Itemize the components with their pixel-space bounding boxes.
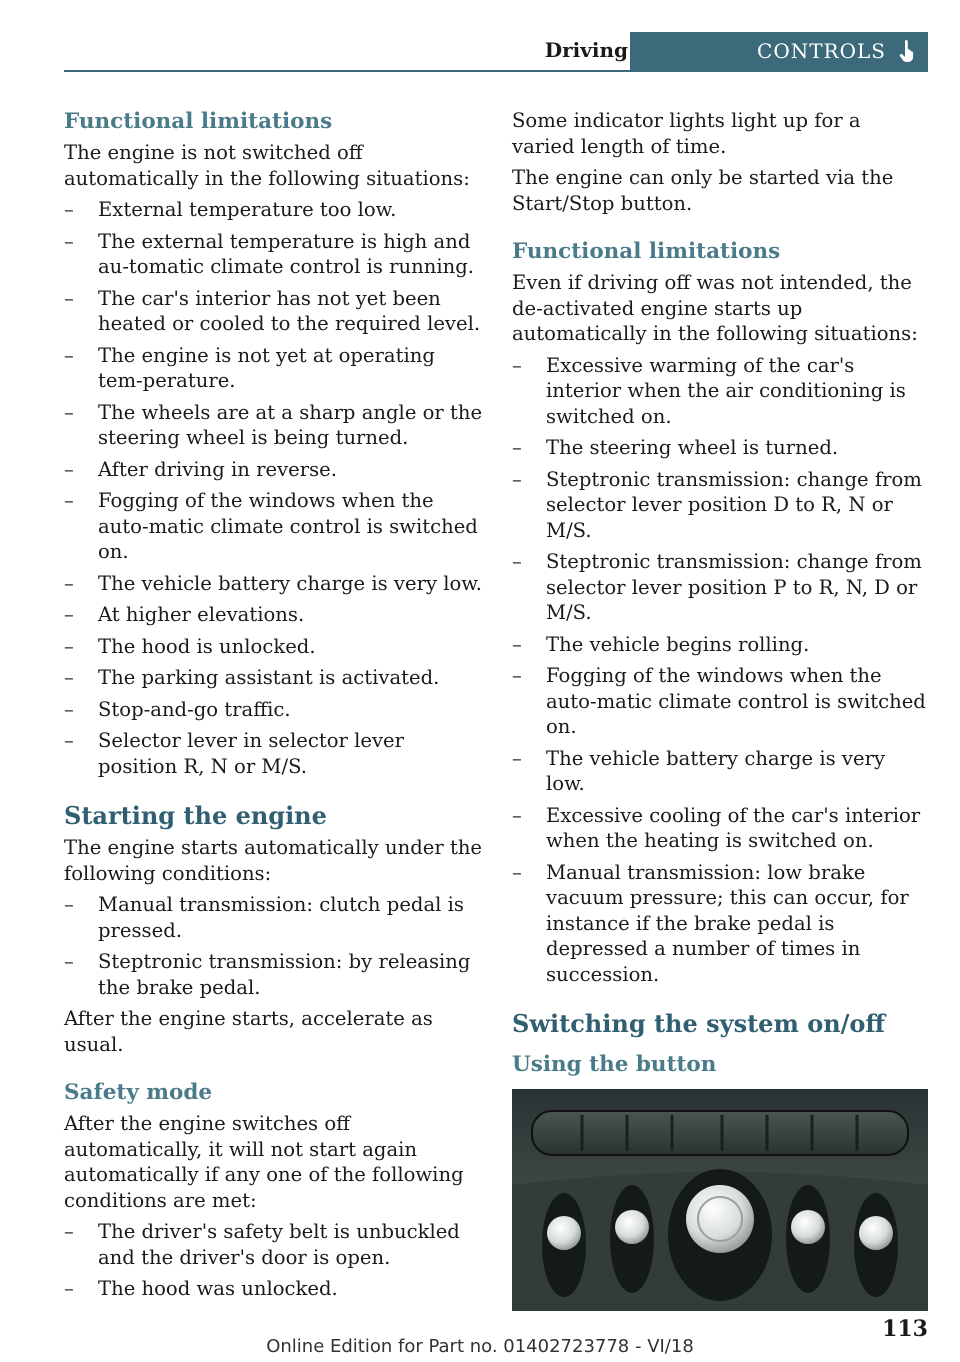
- list-item: – Stop-and-go traffic.: [64, 697, 484, 723]
- list-item: – The vehicle battery charge is very low.: [512, 746, 928, 797]
- list-item: – The wheels are at a sharp angle or the steering wheel is being turned.: [64, 400, 484, 451]
- list-item: – The vehicle battery charge is very low.: [64, 571, 484, 597]
- heading-functional-limitations-2: Functional limitations: [512, 239, 781, 264]
- header-section-title: Driving: [544, 38, 628, 62]
- list-item: – Selector lever in selector lever position R, N or M/S.: [64, 728, 484, 779]
- list-item: – The car's interior has not yet been heated or cooled to the required level.: [64, 286, 484, 337]
- page-number: 113: [882, 1316, 928, 1342]
- list-item: – The driver's safety belt is unbuckled and the driver's door is open.: [64, 1219, 484, 1270]
- heading-switching-system: Switching the system on/off: [512, 1009, 886, 1038]
- list-item: – After driving in reverse.: [64, 457, 484, 483]
- paragraph: The engine is not switched off automatically in the following situations:: [64, 141, 470, 190]
- list-item: – Excessive warming of the car's interior when the air conditioning is switched on.: [512, 353, 928, 430]
- heading-using-the-button: Using the button: [512, 1052, 717, 1077]
- list-item: – The engine is not yet at operating tem-perature.: [64, 343, 484, 394]
- header-rule: [64, 70, 928, 72]
- list-starting-conditions: [64, 892, 484, 1000]
- list-item: – The steering wheel is turned.: [512, 435, 928, 461]
- heading-safety-mode: Safety mode: [64, 1080, 213, 1105]
- paragraph: After the engine switches off automatically, it will not start again automatically if any one of the following conditions are met:: [64, 1112, 464, 1212]
- list-item: – The parking assistant is activated.: [64, 665, 484, 691]
- list-functional-limitations: [64, 197, 484, 779]
- footer-edition-note: Online Edition for Part no. 01402723778 - VI/18: [266, 1336, 694, 1357]
- list-item: – External temperature too low.: [64, 197, 484, 223]
- list-item: – The hood is unlocked.: [64, 634, 484, 660]
- list-item: – Manual transmission: low brake vacuum pressure; this can occur, for instance if the brake pedal is depressed a number of times in succession.: [512, 860, 928, 988]
- list-item: – Excessive cooling of the car's interior when the heating is switched on.: [512, 803, 928, 854]
- list-item: – The hood was unlocked.: [64, 1276, 484, 1302]
- heading-functional-limitations: Functional limitations: [64, 109, 333, 134]
- list-safety-conditions: [64, 1219, 484, 1302]
- toggle-switch-panel-illustration: [512, 1089, 928, 1311]
- paragraph: After the engine starts, accelerate as usual.: [64, 1007, 433, 1056]
- paragraph: The engine can only be started via the Start/Stop button.: [512, 166, 894, 215]
- toggle-switch-panel-photo: [512, 1089, 928, 1311]
- right-column: [512, 108, 928, 1311]
- paragraph: The engine starts automatically under the following conditions:: [64, 836, 483, 885]
- left-column: [64, 108, 484, 1308]
- list-item: – The vehicle begins rolling.: [512, 632, 928, 658]
- list-item: – At higher elevations.: [64, 602, 484, 628]
- list-item: – Fogging of the windows when the auto-matic climate control is switched on.: [512, 663, 928, 740]
- header-chapter-title: CONTROLS: [757, 39, 886, 63]
- list-item: – Steptronic transmission: by releasing the brake pedal.: [64, 949, 484, 1000]
- header-chapter-band: [630, 32, 928, 70]
- paragraph: Some indicator lights light up for a varied length of time.: [512, 109, 861, 158]
- list-item: – Steptronic transmission: change from selector lever position D to R, N or M/S.: [512, 467, 928, 544]
- pointing-hand-icon: [898, 40, 918, 62]
- paragraph: Even if driving off was not intended, the de-activated engine starts up automatically in the following situations:: [512, 271, 918, 345]
- heading-starting-the-engine: Starting the engine: [64, 801, 327, 830]
- list-item: – The external temperature is high and au-tomatic climate control is running.: [64, 229, 484, 280]
- list-item: – Fogging of the windows when the auto-matic climate control is switched on.: [64, 488, 484, 565]
- list-item: – Manual transmission: clutch pedal is pressed.: [64, 892, 484, 943]
- page-header: [64, 32, 928, 72]
- list-item: – Steptronic transmission: change from selector lever position P to R, N, D or M/S.: [512, 549, 928, 626]
- list-auto-start-situations: [512, 353, 928, 988]
